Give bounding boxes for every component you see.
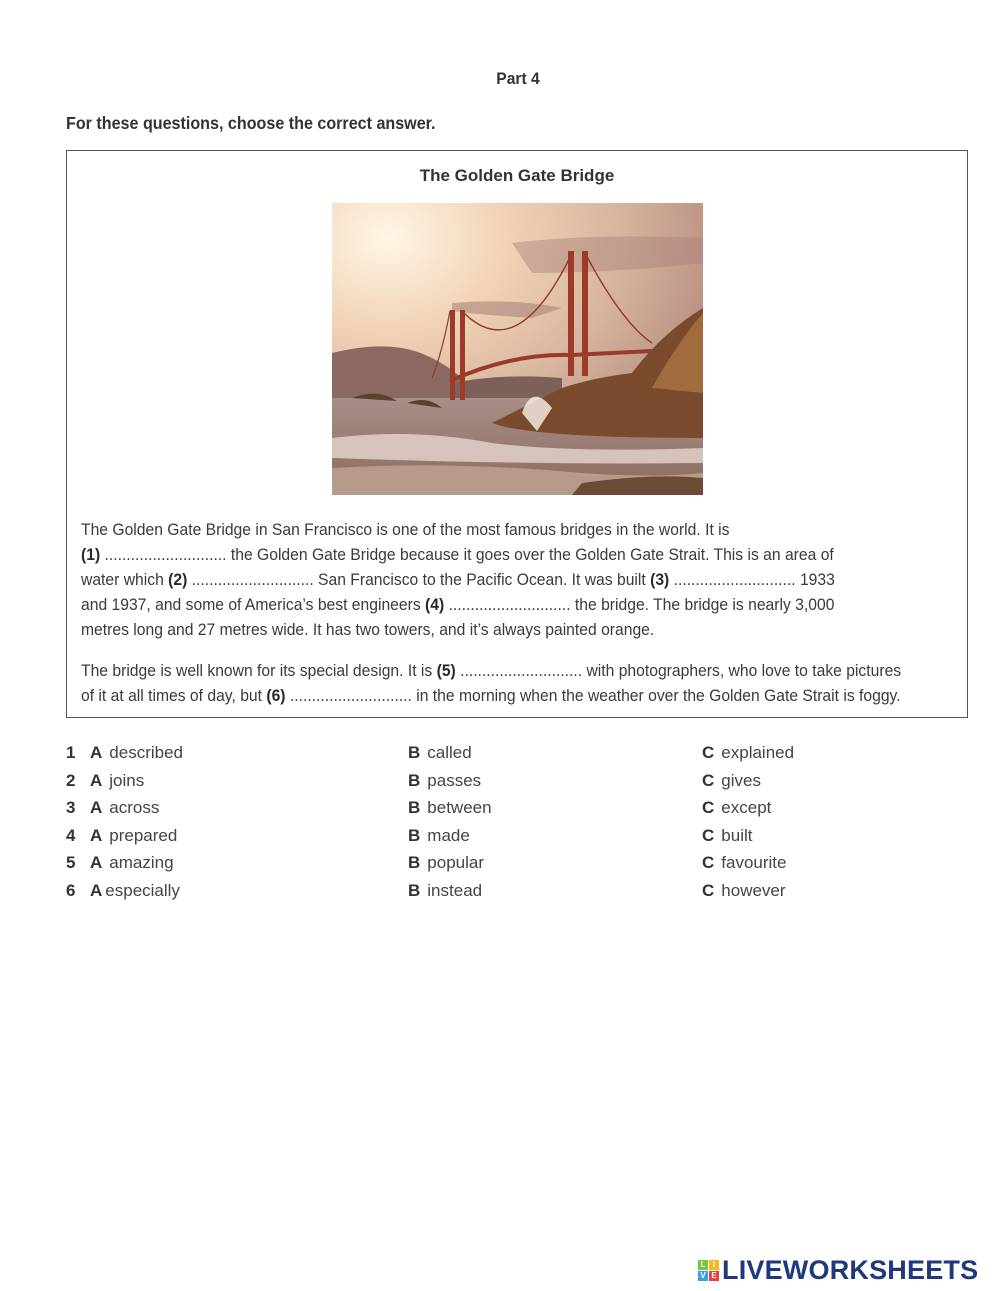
option-3c[interactable] [702,798,771,818]
option-2c[interactable] [702,771,761,791]
option-6a[interactable] [90,881,180,901]
option-text: between [427,798,492,817]
option-4a[interactable] [90,826,177,846]
question-row-4 [66,826,966,854]
option-letter: C [702,798,715,817]
option-text: prepared [109,825,178,845]
question-number: 1 [66,743,76,762]
gap-6-number: (6) [266,686,286,705]
passage-paragraph-1 [81,517,913,642]
option-text: instead [427,880,483,900]
question-row-5 [66,853,966,881]
option-1a[interactable] [90,743,183,763]
option-6c[interactable] [702,881,786,901]
gap-1-blank[interactable]: ............................ the Golden Gate Bridge because it goes over the Golden Gate Strait. This is an area of [100,545,834,564]
question-row-2 [66,771,966,799]
option-text: joins [109,770,145,790]
logo-block: L [698,1260,708,1270]
option-letter: B [408,825,421,845]
passage-line [81,617,913,642]
option-letter: A [90,853,103,872]
option-text: explained [721,743,795,762]
option-4b[interactable] [408,826,470,846]
passage-line [81,567,913,592]
option-letter: A [90,743,103,762]
gap-1-number: (1) [81,545,101,564]
logo-text: LIVEWORKSHEETS [722,1255,979,1285]
logo-block: V [698,1271,708,1281]
option-text: gives [721,770,761,790]
gap-5-number: (5) [436,661,456,680]
option-text: across [109,798,160,817]
question-number: 5 [66,853,76,872]
text: of it at all times of day, but [81,686,267,705]
option-text: built [721,825,753,845]
passage-line [81,592,913,617]
text: and 1937, and some of America’s best engineers [81,595,426,614]
gap-4-number: (4) [425,595,445,614]
golden-gate-photo [332,203,703,495]
logo-block: E [709,1271,719,1281]
option-letter: C [702,853,715,872]
question-number: 2 [66,770,76,790]
liveworksheets-logo[interactable] [698,1255,978,1286]
option-5a[interactable] [90,853,174,873]
option-text: made [427,825,470,845]
question-row-6 [66,881,966,909]
gap-5-blank[interactable]: ............................ with photographers, who love to take pictures [455,661,902,680]
option-1b[interactable] [408,743,472,763]
option-4c[interactable] [702,826,752,846]
option-text: popular [427,853,484,872]
option-letter: A [90,798,103,817]
option-letter: C [702,770,715,790]
question-number: 3 [66,798,76,817]
question-row-3 [66,798,966,826]
option-letter: A [90,825,103,845]
gap-2-blank[interactable]: ............................ San Francisco to the Pacific Ocean. It was built [187,570,651,589]
option-letter: B [408,853,421,872]
gap-2-number: (2) [168,570,188,589]
question-row-1 [66,743,966,771]
logo-block: I [709,1260,719,1270]
passage-line [81,542,913,567]
option-letter: A [90,770,103,790]
passage-paragraph-2 [81,658,913,708]
option-letter: B [408,880,421,900]
option-2b[interactable] [408,771,481,791]
option-letter: B [408,798,421,817]
passage-line [81,683,913,708]
question-number: 4 [66,825,76,845]
option-text: especially [105,880,180,900]
option-text: except [721,798,772,817]
part-title: Part 4 [496,69,540,88]
passage-title: The Golden Gate Bridge [419,166,615,185]
option-text: passes [427,770,482,790]
option-text: favourite [721,853,787,872]
option-3a[interactable] [90,798,159,818]
option-3b[interactable] [408,798,492,818]
gap-4-blank[interactable]: ............................ the bridge. The bridge is nearly 3,000 [444,595,835,614]
live-blocks-icon [698,1260,719,1281]
option-letter: C [702,743,715,762]
question-number: 6 [66,880,76,900]
gap-6-blank[interactable]: ............................ in the morning when the weather over the Golden Gate Strait is foggy. [285,686,901,705]
option-letter: C [702,880,715,900]
gap-3-blank[interactable]: ............................ 1933 [669,570,835,589]
text: water which [81,570,169,589]
option-letter: A [90,880,103,900]
passage-line [81,517,913,542]
answer-options [66,743,966,908]
option-letter: B [408,743,421,762]
option-1c[interactable] [702,743,794,763]
option-6b[interactable] [408,881,482,901]
option-text: however [721,880,786,900]
option-5b[interactable] [408,853,484,873]
option-text: amazing [109,853,174,872]
instruction-text: For these questions, choose the correct answer. [66,113,436,133]
text: The bridge is well known for its special design. It is [81,661,437,680]
text: metres long and 27 metres wide. It has two towers, and it’s always painted orange. [81,620,655,639]
option-text: described [109,743,183,762]
option-letter: C [702,825,715,845]
option-2a[interactable] [90,771,144,791]
option-letter: B [408,770,421,790]
option-5c[interactable] [702,853,786,873]
passage-line [81,658,913,683]
option-text: called [427,743,472,762]
text: The Golden Gate Bridge in San Francisco is one of the most famous bridges in the world. It is [81,520,730,539]
gap-3-number: (3) [650,570,670,589]
